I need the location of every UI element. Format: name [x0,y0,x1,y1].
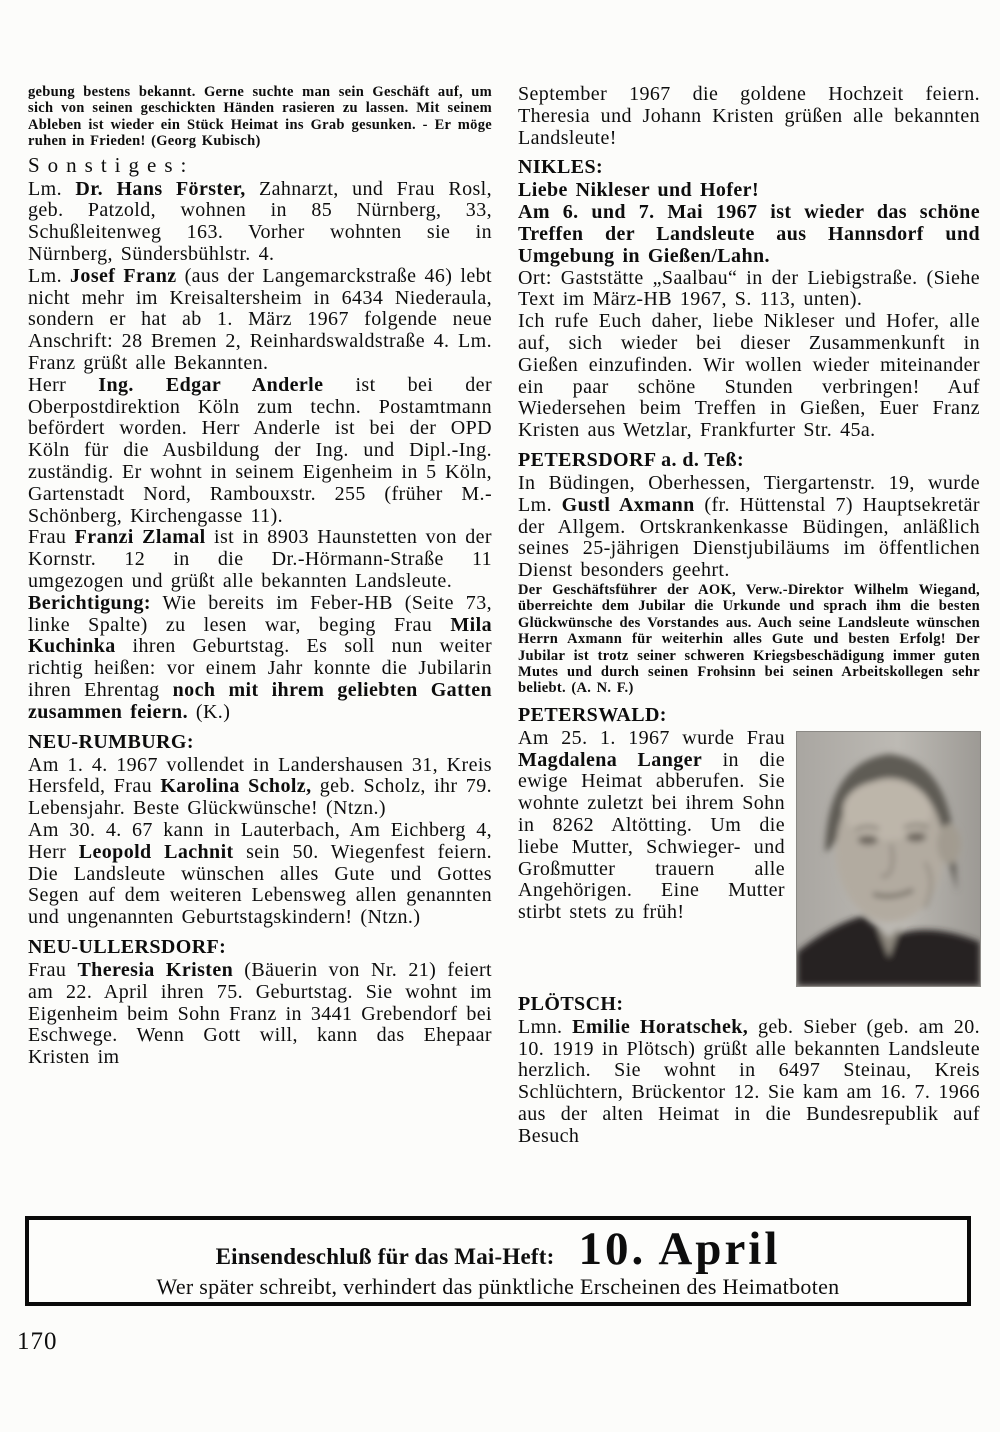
paragraph [28,755,492,820]
text: In Büdingen, Oberhessen, Tiergartenstr. 19, wurde Lm. [518,471,980,516]
paragraph [28,960,492,1069]
portrait-photo-graphic [797,732,980,986]
two-column-text-area [28,84,980,1148]
paragraph [28,375,492,528]
paragraph-with-photo [518,728,980,924]
paragraph [518,84,980,149]
paragraph [28,266,492,375]
text: (fr. Hüttenstal 7) Hauptsekretär der Allgem. Ortskrankenkasse Büdingen, anläßlich seines 25-jährigen Dienstjubiläums im öffentlichen Dienst besonders geehrt. [518,493,980,582]
text: Ich rufe Euch daher, liebe Nikleser und Hofer, alle auf, sich wieder bei dieser Zusammenkunft in Gießen einzufinden. Wir wollen wieder miteinander ein paar schöne Stunden verbringen! Auf Wiedersehen beim Treffen in Gießen, Euer Franz Kristen aus Wetzlar, Frankfurter Str. 45a. [518,310,980,442]
text: ihren Geburtstag. Es soll nun weiter richtig heißen: vor einem Jahr konnte die Jubilarin ihren Ehrentag [28,635,492,701]
text: Lm. [28,177,76,200]
paragraph [518,268,980,312]
bold-text: Emilie Horatschek, [572,1015,749,1038]
text: Der Geschäftsführer der AOK, Verw.-Direktor Wilhelm Wiegand, überreichte dem Jubilar die Urkunde und sprach ihm die besten Glückwünsche des Vorstandes aus. Auch seine Landsleute wünschen Herrn Axmann für weiterhin alles Gute und besten Erfolg! Der Jubilar ist trotz seiner schweren Kriegsbeschädigung immer guten Mutes und durch seinen Frohsinn bei seinen Arbeitskollegen sehr beliebt. (A. N. F.) [518,581,980,697]
text: Zahnarzt, und Frau Rosl, geb. Patzold, wohnen in 85 Nürnberg, 33, Schußleitenweg 163. Vorher wohnten sie in Nürnberg, Sündersbühlstr. 4. [28,177,493,266]
text: September 1967 die goldene Hochzeit feiern. Theresia und Johann Kristen grüßen alle bekannten Landsleute! [518,83,980,149]
paragraph [28,820,492,929]
bold-text: Liebe Nikleser und Hofer! [518,179,760,202]
text: Sonstiges: [28,152,195,177]
text: Am 30. 4. 67 kann in Lauterbach, Am Eichberg 4, Herr [28,818,492,863]
bold-text: Magdalena Langer [518,748,703,771]
bold-text: Gustl Axmann [561,493,695,516]
paragraph [518,311,980,442]
page-number: 170 [17,1328,58,1355]
bold-text: Berichtigung: [28,591,151,614]
text: (aus der Langemarckstraße 46) lebt nicht mehr im Kreisaltersheim in 6434 Niederaula, sondern er hat ab 1. März 1967 folgende neue Anschrift: 28 Bremen 2, Reinhardswaldstraße 4. Lm. Franz grüßt alle Bekannten. [28,264,492,374]
bold-text: Dr. Hans Förster, [75,177,246,200]
section-heading-peterswald [518,703,980,728]
left-column [28,84,492,1148]
deadline-notice-box [25,1216,971,1306]
paragraph [518,180,980,202]
text: Wie bereits im Feber-HB (Seite 73, linke Spalte) zu lesen war, beging Frau [28,591,492,636]
bold-text: Josef Franz [70,264,177,287]
text: Am 25. 1. 1967 wurde Frau [518,726,785,749]
bold-text: Am 6. und 7. Mai 1967 ist wieder das schöne Treffen der Landsleute aus Hannsdorf und Umgebung in Gießen/Lahn. [518,201,980,267]
bold-text: Ing. Edgar Anderle [98,373,324,396]
bold-text: Franzi Zlamal [74,526,206,549]
bold-text: Karolina Scholz, [160,775,312,798]
text: Frau [28,958,78,981]
text: PETERSWALD: [518,703,667,726]
text: Lmn. [518,1015,573,1038]
deadline-notice-line2: Wer später schreibt, verhindert das pünktliche Erscheinen des Heimatboten [156,1274,840,1299]
paragraph-continued [28,84,492,150]
paragraph-small [518,582,980,697]
paragraph [28,527,492,592]
text: NEU-ULLERSDORF: [28,935,227,958]
deadline-notice-line1 [29,1223,967,1275]
section-heading-sonstiges [28,152,492,179]
deadline-label: Einsendeschluß für das Mai-Heft: [215,1244,555,1269]
text: Am 1. 4. 1967 vollendet in Landershausen 31, Kreis Hersfeld, Frau [28,753,492,798]
text: (K.) [187,700,231,723]
section-heading-neu-ullersdorf [28,935,492,960]
deadline-date: 10. April [578,1223,781,1275]
paragraph [518,202,980,267]
paragraph [28,179,492,266]
bold-text: Mila Kuchinka [28,613,492,658]
section-heading-neu-rumburg [28,730,492,755]
text: NIKLES: [518,156,604,179]
text: Lm. [28,264,71,287]
section-heading-nikles [518,155,980,180]
paragraph [28,593,492,724]
text: ist bei der Oberpostdirektion Köln zum techn. Postamtmann befördert worden. Herr Anderle ist bei der OPD Köln für die Ausbildung der Ing. und Dipl.-Ing. zuständig. Er wohnt in seinem Eigenheim in 5 Köln, Gartenstadt Nord, Rambouxstr. 255 (früher M.-Schönberg, Kirchengasse 11). [28,373,493,527]
bold-text: noch mit ihrem geliebten Gatten zusammen feiern. [28,678,492,723]
text: (Bäuerin von Nr. 21) feiert am 22. April ihren 75. Geburtstag. Sie wohnt im Eigenheim beim Sohn Franz in 3441 Grebendorf bei Eschwege. Wenn Gott will, kann das Ehepaar Kristen im [28,958,492,1069]
bold-text: Leopold Lachnit [78,840,234,863]
text: geb. Sieber (geb. am 20. 10. 1919 in Plötsch) grüßt alle bekannten Landsleute herzlich. Sie wohnt in 6497 Steinau, Kreis Schlüchtern, Brückentor 12. Sie kam am 16. 7. 1966 aus der alten Heimat in die Bundesrepublik auf Besuch [518,1015,980,1147]
text: Herr [28,373,99,396]
text: ist in 8903 Haunstetten von der Kornstr. 12 in die Dr.-Hörmann-Straße 11 umgezogen und grüßt alle bekannten Landsleute. [28,526,492,592]
text: Ort: Gaststätte „Saalbau“ in der Liebigstraße. (Siehe Text im März-HB 1967, S. 113, unten). [518,266,980,311]
text: NEU-RUMBURG: [28,730,194,753]
bold-text: Theresia Kristen [77,958,234,981]
portrait-photo [797,732,980,986]
text: PLÖTSCH: [518,992,624,1015]
section-heading-ploetsch [518,992,980,1017]
section-heading-petersdorf [518,448,980,473]
paragraph [518,1017,980,1148]
text: geb. Scholz, ihr 79. Lebensjahr. Beste Glückwünsche! (Ntzn.) [28,775,492,820]
text: PETERSDORF a. d. Teß: [518,448,745,471]
paragraph [518,473,980,582]
right-column [518,84,980,1148]
text: sein 50. Wiegenfest feiern. Die Landsleute wünschen alles Gute und Gottes Segen auf dem weiteren Lebensweg allen genannten und ungenannten Geburtstagskindern! (Ntzn.) [28,840,493,929]
text: in die ewige Heimat abberufen. Sie wohnte zuletzt bei ihrem Sohn in 8262 Altötting. Um die liebe Mutter, Schwieger- und Großmutter trauern alle Angehörigen. Eine Mutter stirbt stets zu früh! [518,748,785,924]
text: gebung bestens bekannt. Gerne suchte man sein Geschäft auf, um sich von seinen geschickten Händen rasieren zu lassen. Mit seinem Ableben ist wieder ein Stück Heimat ins Grab gesunken. - Er möge ruhen in Frieden! (Georg Kubisch) [28,84,492,150]
text: Frau [28,526,75,549]
